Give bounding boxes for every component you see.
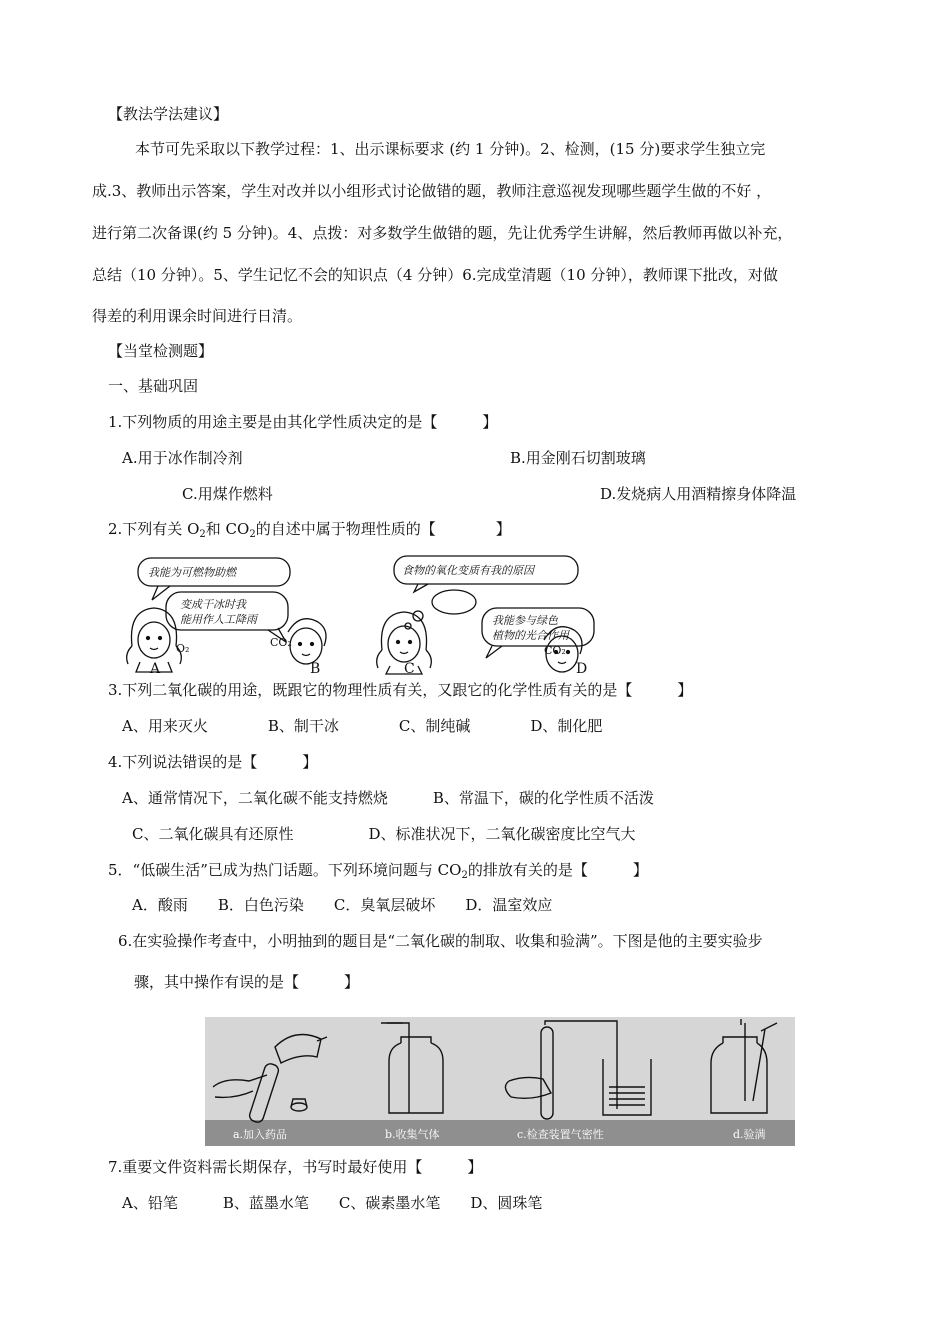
- question-1-option-b: B.用金刚石切割玻璃: [510, 449, 646, 467]
- co2-label-d: CO₂: [544, 644, 566, 657]
- paragraph-line-1: 本节可先采取以下教学过程：1、出示课标要求 (约 1 分钟)。2、检测，(15 分)要求学生独立完: [135, 140, 766, 158]
- figure-label-a: A: [150, 661, 161, 677]
- caption-d: d.验满: [733, 1128, 766, 1141]
- question-3-options: A、用来灭火 B、制干冰 C、制纯碱 D、制化肥: [122, 717, 603, 735]
- bubble-b-text-2: 能用作人工降雨: [180, 613, 257, 626]
- paragraph-line-4: 总结（10 分钟）。5、学生记忆不会的知识点（4 分钟）6.完成堂清题（10 分钟），教师课下批改，对做: [92, 266, 778, 284]
- question-7-stem: 7.重要文件资料需长期保存，书写时最好使用【 】: [108, 1158, 483, 1176]
- bubble-b-text-1: 变成干冰时我: [180, 598, 246, 611]
- figure-label-c: C: [404, 661, 415, 677]
- question-6-experiment-figure: [205, 1017, 795, 1146]
- figure-label-b: B: [310, 661, 321, 677]
- section-heading-in-class-test: 【当堂检测题】: [108, 342, 214, 360]
- question-1-stem: 1.下列物质的用途主要是由其化学性质决定的是【 】: [108, 413, 498, 431]
- paragraph-line-3: 进行第二次备课(约 5 分钟)。4、点拨：对多数学生做错的题，先让优秀学生讲解，然后教师再做以补充，: [92, 224, 793, 242]
- caption-b: b.收集气体: [385, 1128, 440, 1141]
- question-2-cartoon-figure: [118, 550, 608, 678]
- co2-label-b: CO₂: [270, 636, 292, 649]
- bubble-a-text: 我能为可燃物助燃: [148, 566, 236, 579]
- question-5-stem: 5．“低碳生活”已成为热门话题。下列环境问题与 $CO_2$的排放有关的是【 】: [108, 861, 648, 881]
- caption-a: a.加入药品: [233, 1128, 288, 1141]
- question-5-options: A．酸雨 B．白色污染 C．臭氧层破坏 D．温室效应: [132, 896, 553, 914]
- question-6-line-1: 6.在实验操作考查中，小明抽到的题目是“二氧化碳的制取、收集和验满”。下图是他的主要实验步: [118, 932, 763, 950]
- question-4-stem: 4.下列说法错误的是【 】: [108, 753, 318, 771]
- question-3-stem: 3.下列二氧化碳的用途，既跟它的物理性质有关，又跟它的化学性质有关的是【 】: [108, 681, 693, 699]
- question-7-options: A、铅笔 B、蓝墨水笔 C、碳素墨水笔 D、圆珠笔: [122, 1194, 543, 1212]
- question-1-option-c: C.用煤作燃料: [182, 485, 273, 503]
- caption-c: c.检查装置气密性: [517, 1128, 604, 1141]
- question-2-stem: 2.下列有关 $O_2$和 $CO_2$的自述中属于物理性质的【 】: [108, 520, 511, 540]
- o2-label: O₂: [176, 642, 190, 655]
- paragraph-line-5: 得差的利用课余时间进行日清。: [92, 307, 303, 325]
- question-1-option-d: D.发烧病人用酒精擦身体降温: [600, 485, 797, 503]
- bubble-d-text-2: 植物的光合作用: [492, 629, 569, 642]
- question-4-options-line-1: A、通常情况下，二氧化碳不能支持燃烧 B、常温下，碳的化学性质不活泼: [122, 789, 654, 807]
- bubble-d-text-1: 我能参与绿色: [492, 614, 558, 627]
- figure-label-d: D: [576, 661, 588, 677]
- section-heading-teaching-advice: 【教法学法建议】: [108, 105, 229, 123]
- question-1-option-a: A.用于冰作制冷剂: [122, 449, 243, 467]
- question-6-line-2: 骤，其中操作有误的是【 】: [134, 973, 360, 991]
- question-4-options-line-2: C、二氧化碳具有还原性 D、标准状况下，二氧化碳密度比空气大: [132, 825, 636, 843]
- bubble-c-text: 食物的氧化变质有我的原因: [402, 564, 534, 577]
- paragraph-line-2: 成.3、教师出示答案，学生对改并以小组形式讨论做错的题，教师注意巡视发现哪些题学生做的不好 ，: [92, 182, 772, 200]
- sub-heading-basics: 一、基础巩固: [108, 377, 199, 395]
